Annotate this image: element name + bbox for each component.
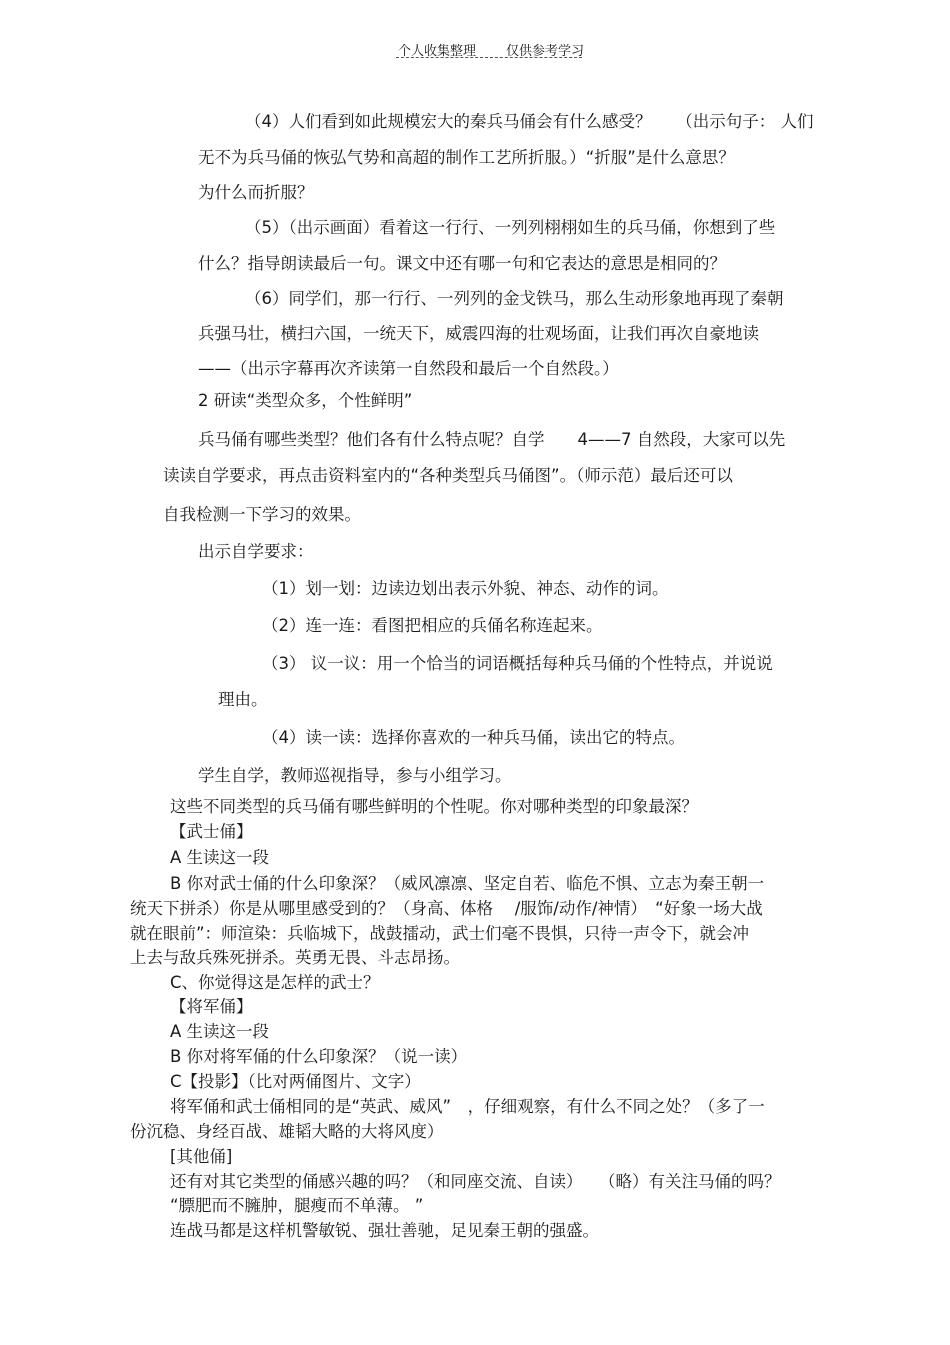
body-line: （4）人们看到如此规模宏大的秦兵马俑会有什么感受？ （出示句子： 人们 [245,112,814,131]
body-line: （6）同学们，那一行行、一列列的金戈铁马，那么生动形象地再现了秦朝 [245,289,784,308]
body-line: 连战马都是这样机警敏锐、强壮善驰，足见秦王朝的强盛。 [170,1221,599,1240]
subheading: 【武士俑】 [170,822,253,841]
body-line: 统天下拼杀）你是从哪里感受到的？（身高、体格 /服饰/动作/神情） “好象一场大战 [130,899,763,918]
header-divider [396,57,582,58]
header-right-text: 仅供参考学习 [506,44,585,59]
body-line: 读读自学要求，再点击资料室内的“各种类型兵马俑图”。（师示范）最后还可以 [163,466,733,485]
subheading: 【将军俑】 [170,997,253,1016]
body-line: 什么？指导朗读最后一句。课文中还有哪一句和它表达的意思是相同的？ [198,254,726,273]
body-line: B 你对武士俑的什么印象深？（威风凛凛、坚定自若、临危不惧、立志为秦王朝一 [170,874,765,893]
body-line: 学生自学，教师巡视指导，参与小组学习。 [198,766,512,785]
body-line: （5）（出示画面）看着这一行行、一列列栩栩如生的兵马俑，你想到了些 [245,218,776,237]
section-heading: 2 研读“类型众多，个性鲜明” [198,391,413,410]
body-line: B 你对将军俑的什么印象深？（说一读） [170,1047,468,1066]
body-line: 出示自学要求： [198,542,314,561]
body-line: 兵强马壮，横扫六国，一统天下，威震四海的壮观场面，让我们再次自豪地读 [198,324,759,343]
body-line: ——（出示字幕再次齐读第一自然段和最后一个自然段。） [198,359,619,378]
body-line: 无不为兵马俑的恢弘气势和高超的制作工艺所折服。）“折服”是什么意思？ [198,148,735,167]
subheading: [其他俑] [170,1147,233,1166]
header-left-text: 个人收集整理 [398,44,477,59]
body-line: 上去与敌兵殊死拼杀。英勇无畏、斗志昂扬。 [130,948,460,967]
body-line: 就在眼前”：师渲染：兵临城下，战鼓擂动，武士们毫不畏惧，只待一声令下，就会冲 [130,924,750,943]
body-line: 这些不同类型的兵马俑有哪些鲜明的个性呢。你对哪种类型的印象最深？ [170,797,698,816]
body-line: C【投影】（比对两俑图片、文字） [170,1072,421,1091]
body-line: A 生读这一段 [170,1022,270,1041]
body-line: 自我检测一下学习的效果。 [163,505,361,524]
body-line: 兵马俑有哪些类型？他们各有什么特点呢？自学 4——7 自然段，大家可以先 [198,430,786,449]
body-line: 为什么而折服？ [198,183,314,202]
list-item-continuation: 理由。 [218,690,268,709]
list-item: （1）划一划：边读边划出表示外貌、神态、动作的词。 [262,579,669,598]
list-item: （4）读一读：选择你喜欢的一种兵马俑，读出它的特点。 [262,728,685,747]
body-line: C、你觉得这是怎样的武士？ [170,973,380,992]
body-line: 还有对其它类型的俑感兴趣的吗？（和同座交流、自读） （略）有关注马俑的吗？ [170,1172,781,1191]
body-line: “膘肥而不臃肿，腿瘦而不单薄。 ” [170,1196,424,1215]
body-line: 份沉稳、身经百战、雄韬大略的大将风度） [130,1122,444,1141]
body-line: A 生读这一段 [170,848,270,867]
list-item: （2）连一连：看图把相应的兵俑名称连起来。 [262,616,603,635]
list-item: （3） 议一议：用一个恰当的词语概括每种兵马俑的个性特点，并说说 [262,654,773,673]
body-line: 将军俑和武士俑相同的是“英武、威风” ，仔细观察，有什么不同之处？（多了一 [170,1097,765,1116]
